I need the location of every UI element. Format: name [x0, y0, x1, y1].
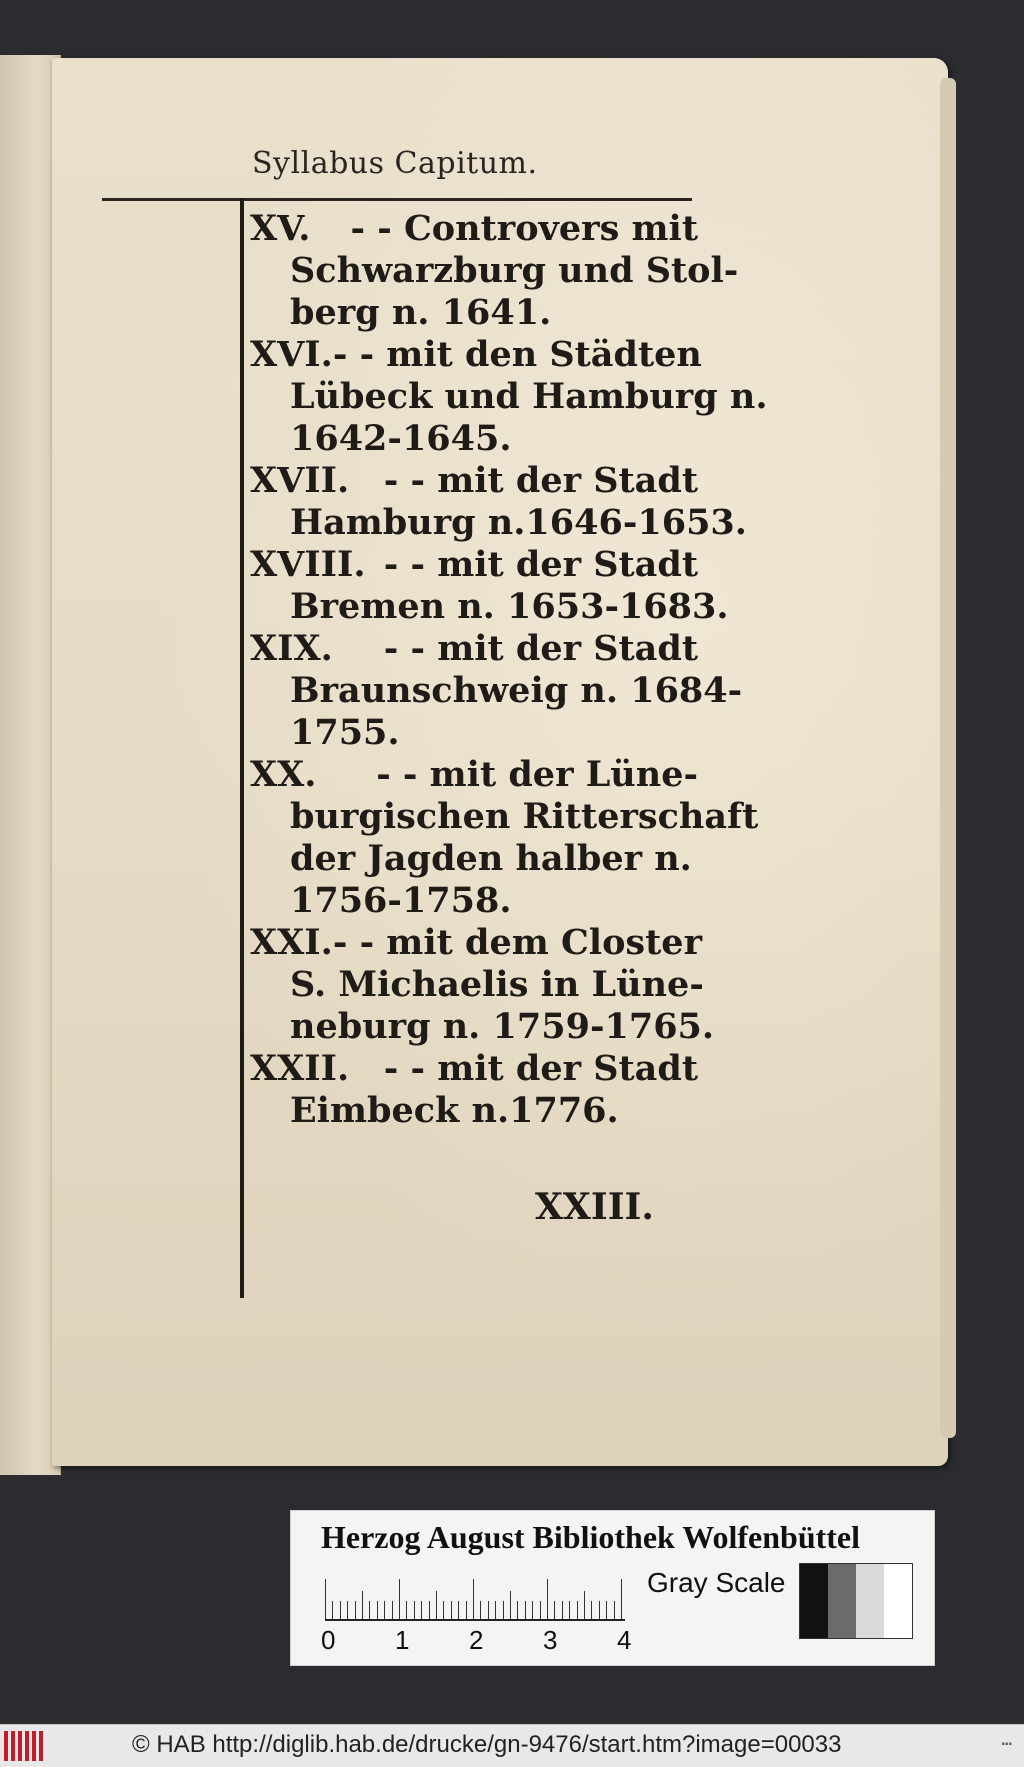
ruler-tick — [614, 1601, 615, 1619]
chapter-continuation: Schwarzburg und Stol- — [290, 250, 739, 291]
gray-swatch — [800, 1564, 828, 1638]
chapter-title: - - mit dem Closter — [332, 922, 703, 963]
gray-scale-label: Gray Scale — [647, 1567, 786, 1598]
ruler-tick — [599, 1601, 600, 1619]
ruler-number: 4 — [617, 1625, 632, 1655]
ruler-tick — [621, 1579, 622, 1619]
ruler-tick — [414, 1601, 415, 1619]
chapter-continuation: 1642-1645. — [290, 418, 512, 459]
chapter-number: XVII. — [250, 460, 350, 501]
ruler-tick — [458, 1601, 459, 1619]
ruler-tick — [517, 1601, 518, 1619]
ruler-tick — [525, 1601, 526, 1619]
footer-copyright: © HAB http://diglib.hab.de/drucke/gn-9476/start.htm?image=00033 — [132, 1731, 842, 1758]
chapter-continuation: der Jagden halber n. — [290, 838, 692, 879]
ruler-tick — [436, 1591, 437, 1619]
chapter-title: - - mit der Stadt — [383, 460, 698, 501]
color-scale-card — [290, 1510, 935, 1666]
chapter-continuation: Lübeck und Hamburg n. — [290, 376, 768, 417]
chapter-entry — [250, 922, 715, 1048]
ruler-number: 1 — [395, 1625, 410, 1655]
ruler-tick — [503, 1601, 504, 1619]
ruler-tick — [584, 1591, 585, 1619]
scale-card-title: Herzog August Bibliothek Wolfenbüttel — [321, 1519, 861, 1555]
gray-swatch — [828, 1564, 856, 1638]
ruler-tick — [399, 1579, 400, 1619]
ruler-tick — [510, 1591, 511, 1619]
chapter-continuation: berg n. 1641. — [290, 292, 552, 333]
footer-menu-dots[interactable]: ▪▪▪ — [1001, 1739, 1012, 1750]
chapter-continuation: Hamburg n.1646-1653. — [290, 502, 747, 543]
book-page — [52, 58, 948, 1466]
page-header: Syllabus Capitum. — [252, 146, 538, 181]
ruler-tick — [532, 1601, 533, 1619]
chapter-number: XV. — [250, 208, 311, 249]
ruler-number: 3 — [543, 1625, 558, 1655]
ruler-tick — [392, 1601, 393, 1619]
chapter-continuation: Bremen n. 1653-1683. — [290, 586, 729, 627]
ruler-tick — [443, 1601, 444, 1619]
ruler-tick — [347, 1601, 348, 1619]
chapter-title: - - mit der Stadt — [383, 544, 698, 585]
chapter-number: XXI. — [250, 922, 333, 963]
chapter-number: XVIII. — [250, 544, 366, 585]
chapter-number: XX. — [250, 754, 317, 795]
gray-swatch — [884, 1564, 912, 1638]
ruler-tick — [406, 1601, 407, 1619]
ruler-tick — [488, 1601, 489, 1619]
chapter-entry — [250, 460, 747, 544]
chapter-number: XVI. — [250, 334, 333, 375]
ruler-tick — [362, 1591, 363, 1619]
column-rule — [240, 198, 244, 1298]
chapter-continuation: neburg n. 1759-1765. — [290, 1006, 715, 1047]
ruler-tick — [540, 1601, 541, 1619]
catchword: XXIII. — [535, 1186, 654, 1228]
chapter-continuation: burgischen Ritterschaft — [290, 796, 759, 837]
ruler — [325, 1571, 625, 1621]
ruler-number: 2 — [469, 1625, 484, 1655]
ruler-tick — [547, 1579, 548, 1619]
ruler-tick — [421, 1601, 422, 1619]
chapter-entry — [250, 208, 739, 334]
chapter-entry — [250, 334, 768, 460]
gray-swatch — [856, 1564, 884, 1638]
chapter-continuation: S. Michaelis in Lüne- — [290, 964, 704, 1005]
ruler-tick — [466, 1601, 467, 1619]
ruler-tick — [591, 1601, 592, 1619]
chapter-title: - - mit der Stadt — [383, 1048, 698, 1089]
ruler-tick — [369, 1601, 370, 1619]
ruler-tick — [562, 1601, 563, 1619]
chapter-title: - - Controvers mit — [350, 208, 698, 249]
ruler-tick — [606, 1601, 607, 1619]
chapter-continuation: Braunschweig n. 1684- — [290, 670, 743, 711]
chapter-entry — [250, 544, 729, 628]
chapter-number: XXII. — [250, 1048, 350, 1089]
ruler-tick — [429, 1601, 430, 1619]
ruler-tick — [451, 1601, 452, 1619]
ruler-tick — [480, 1601, 481, 1619]
ruler-tick — [569, 1601, 570, 1619]
footer-bar — [0, 1724, 1024, 1767]
ruler-tick — [340, 1601, 341, 1619]
chapter-title: - - mit der Lüne- — [376, 754, 698, 795]
ruler-tick — [473, 1579, 474, 1619]
ruler-tick — [377, 1601, 378, 1619]
hab-logo-icon — [4, 1731, 46, 1761]
chapter-title: - - mit der Stadt — [383, 628, 698, 669]
ruler-tick — [325, 1579, 326, 1619]
header-rule — [102, 198, 692, 201]
chapter-number: XIX. — [250, 628, 333, 669]
page-deckle-edge — [940, 78, 956, 1438]
ruler-tick — [355, 1601, 356, 1619]
ruler-tick — [495, 1601, 496, 1619]
ruler-tick — [577, 1601, 578, 1619]
ruler-tick — [332, 1601, 333, 1619]
chapter-continuation: 1756-1758. — [290, 880, 512, 921]
chapter-entry — [250, 754, 759, 922]
chapter-entry — [250, 628, 743, 754]
gray-scale-swatches — [799, 1563, 913, 1639]
ruler-number: 0 — [321, 1625, 336, 1655]
chapter-entry — [250, 1048, 698, 1132]
ruler-tick — [554, 1601, 555, 1619]
chapter-list — [250, 208, 768, 1132]
chapter-continuation: 1755. — [290, 712, 400, 753]
ruler-tick — [384, 1601, 385, 1619]
chapter-continuation: Eimbeck n.1776. — [290, 1090, 619, 1131]
chapter-title: - - mit den Städten — [332, 334, 702, 375]
